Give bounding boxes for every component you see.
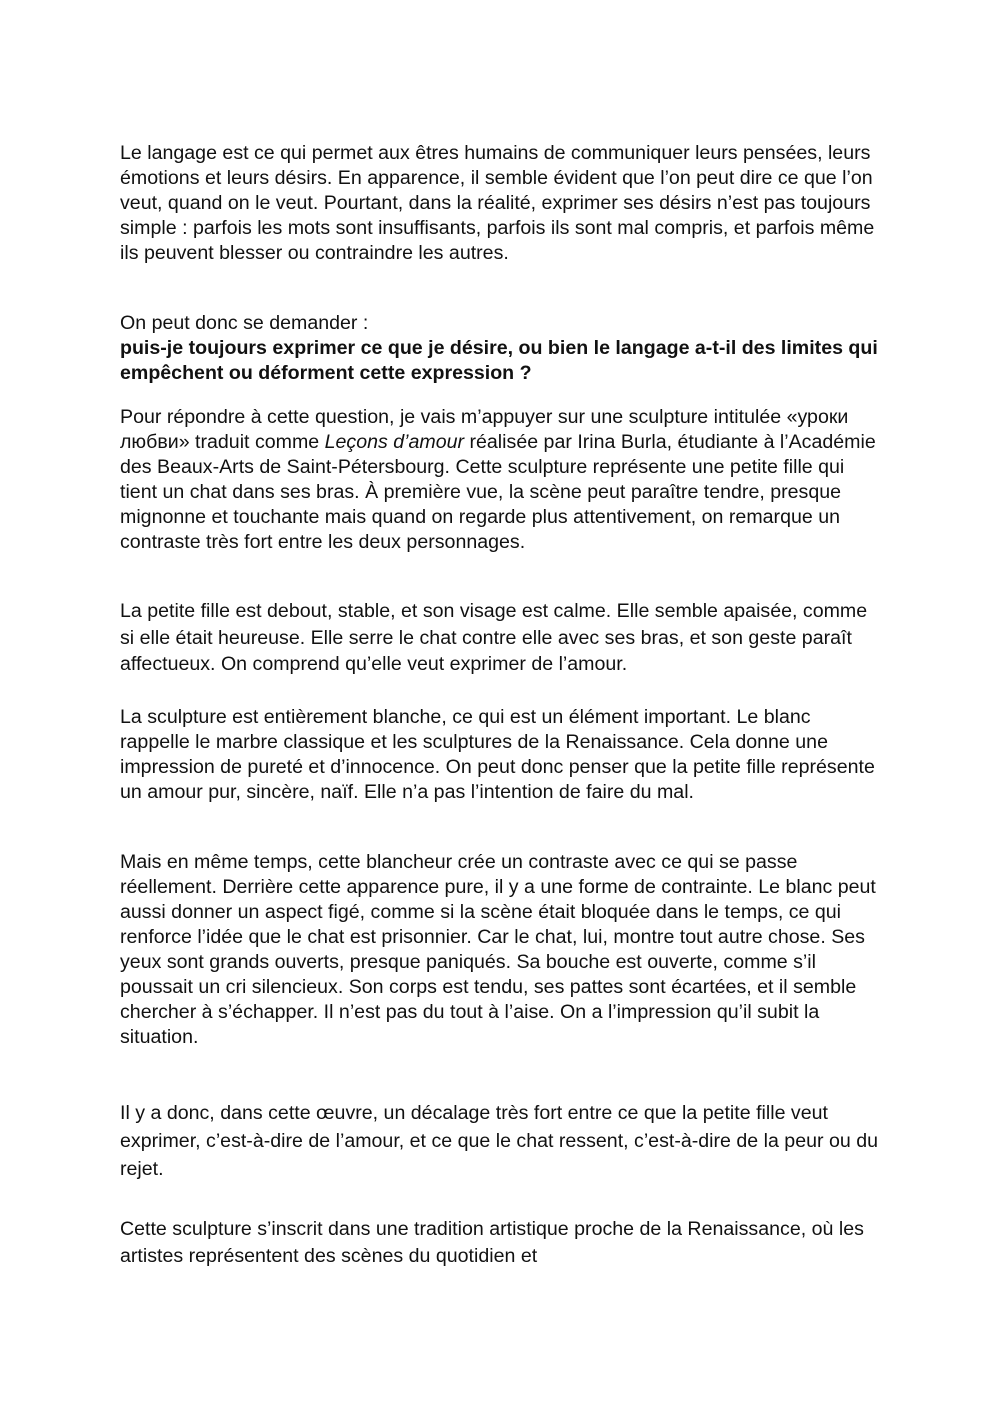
- problem-question: puis-je toujours exprimer ce que je désire, ou bien le langage a-t-il des limites qui empêchent ou déforment cette expression ?: [120, 337, 878, 384]
- paragraph-intro: Le langage est ce qui permet aux êtres humains de communiquer leurs pensées, leurs émotions et leurs désirs. En apparence, il semble évident que l’on peut dire ce que l’on veut, quand on le veut. Pourtant, dans la réalité, exprimer ses désirs n’est pas toujours simple : parfois les mots sont insuffisants, parfois ils sont mal compris, et parfois même ils peuvent blesser ou contraindre les autres.: [120, 142, 875, 264]
- paragraph-white: La sculpture est entièrement blanche, ce qui est un élément important. Le blanc rappelle le marbre classique et les sculptures de la Renaissance. Cela donne une impression de pureté et d’innocence. On peut donc penser que la petite fille représente un amour pur, sincère, naïf. Elle n’a pas l’intention de faire du mal.: [120, 706, 875, 803]
- paragraph-girl: La petite fille est debout, stable, et son visage est calme. Elle semble apaisée, comme si elle était heureuse. Elle serre le chat contre elle avec ses bras, et son geste paraît affectueux. On comprend qu’elle veut exprimer de l’amour.: [120, 600, 868, 675]
- paragraph-cat: Mais en même temps, cette blancheur crée un contraste avec ce qui se passe réellement. Derrière cette apparence pure, il y a une forme de contrainte. Le blanc peut aussi donner un aspect figé, comme si la scène était bloquée dans le temps, ce qui renforce l’idée que le chat est prisonnier. Car le chat, lui, montre tout autre chose. Ses yeux sont grands ouverts, presque paniqués. Sa bouche est ouverte, comme s’il poussait un cri silencieux. Son corps est tendu, ses pattes sont écartées, et il semble chercher à s’échapper. Il n’est pas du tout à l’aise. On a l’impression qu’il subit la situation.: [120, 851, 876, 1048]
- paragraph-renaissance: Cette sculpture s’inscrit dans une tradition artistique proche de la Renaissance, où les artistes représentent des scènes du quotidien et: [120, 1218, 864, 1267]
- paragraph-sculpture-text-1: Pour répondre à cette question, je vais m’appuyer sur une sculpture intitulée «уроки любви» traduit comme: [120, 406, 849, 453]
- question-intro: On peut donc se demander :: [120, 312, 369, 334]
- question-block: [120, 311, 880, 386]
- paragraph-gap: Il y a donc, dans cette œuvre, un décalage très fort entre ce que la petite fille veut exprimer, c’est-à-dire de l’amour, et ce que le chat ressent, c’est-à-dire de la peur ou du rejet.: [120, 1102, 879, 1180]
- paragraph-sculpture-intro: [120, 405, 880, 555]
- paragraph-sculpture-text-2: réalisée par Irina Burla, étudiante à l’Académie des Beaux-Arts de Saint-Pétersbourg. Cette sculpture représente une petite fille qui tient un chat dans ses bras. À première vue, la scène peut paraître tendre, presque mignonne et touchante mais quand on regarde plus attentivement, on remarque un contraste très fort entre les deux personnages.: [120, 431, 876, 553]
- artwork-title: Leçons d’amour: [324, 431, 465, 453]
